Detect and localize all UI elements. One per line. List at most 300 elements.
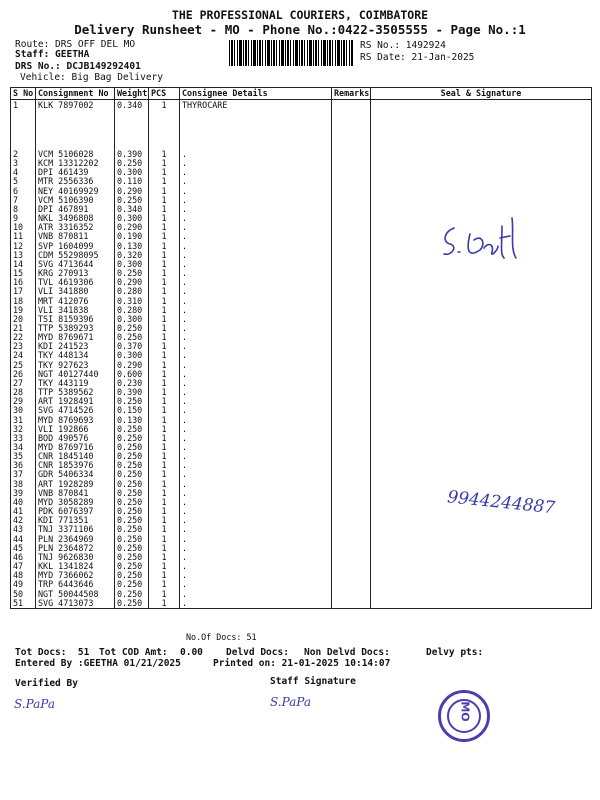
row-remarks: [332, 100, 371, 151]
row-weight: 0.250: [115, 470, 149, 479]
row-weight: 0.250: [115, 159, 149, 168]
row-sno: 27: [11, 379, 36, 388]
row-consignment: NKL 3496808: [36, 214, 115, 223]
row-pcs: 1: [149, 562, 180, 571]
table-row: [11, 333, 592, 342]
row-seal: [371, 278, 592, 287]
row-seal: [371, 544, 592, 553]
runsheet-table: [10, 87, 592, 609]
row-remarks: [332, 480, 371, 489]
row-sno: 19: [11, 306, 36, 315]
handwritten-signature-text: S. Senthil: [436, 264, 443, 265]
col-seal-signature: Seal & Signature: [371, 88, 592, 100]
row-remarks: [332, 590, 371, 599]
row-consignee: .: [180, 544, 332, 553]
table-row: [11, 590, 592, 599]
row-consignee: .: [180, 498, 332, 507]
table-row: [11, 342, 592, 351]
row-pcs: 1: [149, 507, 180, 516]
table-row: [11, 461, 592, 470]
row-remarks: [332, 214, 371, 223]
row-remarks: [332, 452, 371, 461]
row-pcs: 1: [149, 260, 180, 269]
row-pcs: 1: [149, 516, 180, 525]
row-consignee: .: [180, 150, 332, 159]
row-weight: 0.300: [115, 168, 149, 177]
row-weight: 0.290: [115, 278, 149, 287]
row-pcs: 1: [149, 159, 180, 168]
row-pcs: 1: [149, 223, 180, 232]
row-consignment: PLN 2364969: [36, 535, 115, 544]
row-sno: 14: [11, 260, 36, 269]
row-remarks: [332, 388, 371, 397]
row-consignee: .: [180, 571, 332, 580]
row-pcs: 1: [149, 177, 180, 186]
row-seal: [371, 599, 592, 609]
col-weight: Weight: [115, 88, 149, 100]
row-consignee: .: [180, 553, 332, 562]
row-weight: 0.190: [115, 232, 149, 241]
row-pcs: 1: [149, 205, 180, 214]
row-consignment: NGT 40127440: [36, 370, 115, 379]
row-consignee: .: [180, 406, 332, 415]
col-remarks: Remarks: [332, 88, 371, 100]
row-remarks: [332, 416, 371, 425]
row-sno: 20: [11, 315, 36, 324]
row-consignee: .: [180, 205, 332, 214]
row-sno: 50: [11, 590, 36, 599]
row-sno: 6: [11, 187, 36, 196]
row-seal: [371, 553, 592, 562]
rs-date: RS Date: 21-Jan-2025: [360, 52, 475, 63]
table-row: [11, 370, 592, 379]
row-sno: 29: [11, 397, 36, 406]
row-sno: 17: [11, 287, 36, 296]
row-consignment: TTP 5389293: [36, 324, 115, 333]
row-consignment: VLI 341838: [36, 306, 115, 315]
row-remarks: [332, 223, 371, 232]
row-pcs: 1: [149, 452, 180, 461]
row-consignee: .: [180, 196, 332, 205]
row-pcs: 1: [149, 333, 180, 342]
row-consignment: TVL 4619306: [36, 278, 115, 287]
row-consignment: SVG 4713644: [36, 260, 115, 269]
row-remarks: [332, 342, 371, 351]
row-pcs: 1: [149, 498, 180, 507]
row-seal: [371, 425, 592, 434]
table-row: [11, 553, 592, 562]
table-row: [11, 416, 592, 425]
row-consignee: .: [180, 159, 332, 168]
row-weight: 0.250: [115, 599, 149, 609]
row-seal: [371, 159, 592, 168]
table-row: [11, 434, 592, 443]
table-row: [11, 544, 592, 553]
row-consignee: .: [180, 480, 332, 489]
row-seal: [371, 333, 592, 342]
row-consignee: .: [180, 525, 332, 534]
row-sno: 34: [11, 443, 36, 452]
row-consignment: NEY 40169929: [36, 187, 115, 196]
row-consignment: CNR 1845140: [36, 452, 115, 461]
row-weight: 0.280: [115, 306, 149, 315]
table-row: [11, 150, 592, 159]
row-weight: 0.250: [115, 269, 149, 278]
row-pcs: 1: [149, 100, 180, 151]
row-seal: [371, 461, 592, 470]
table-row: [11, 297, 592, 306]
stamp-text: MO: [458, 701, 472, 722]
row-remarks: [332, 516, 371, 525]
row-consignment: SVG 4713073: [36, 599, 115, 609]
row-seal: [371, 434, 592, 443]
table-row: [11, 397, 592, 406]
staff-signature-text: S.PaPa: [270, 695, 311, 709]
row-consignment: MYD 8769671: [36, 333, 115, 342]
row-remarks: [332, 205, 371, 214]
row-remarks: [332, 397, 371, 406]
row-consignee: .: [180, 168, 332, 177]
row-seal: [371, 315, 592, 324]
table-row: [11, 351, 592, 360]
row-consignee: .: [180, 535, 332, 544]
col-consignee: Consignee Details: [180, 88, 332, 100]
row-seal: [371, 342, 592, 351]
row-remarks: [332, 159, 371, 168]
row-pcs: 1: [149, 187, 180, 196]
row-consignee: .: [180, 251, 332, 260]
row-consignee: .: [180, 315, 332, 324]
row-seal: [371, 269, 592, 278]
table-row: [11, 452, 592, 461]
row-sno: 37: [11, 470, 36, 479]
table-row: [11, 168, 592, 177]
row-weight: 0.250: [115, 571, 149, 580]
table-row: [11, 379, 592, 388]
row-remarks: [332, 361, 371, 370]
row-seal: [371, 297, 592, 306]
row-consignment: KKL 1341824: [36, 562, 115, 571]
row-consignment: CNR 1853976: [36, 461, 115, 470]
row-pcs: 1: [149, 461, 180, 470]
row-sno: 38: [11, 480, 36, 489]
row-consignee: .: [180, 470, 332, 479]
row-remarks: [332, 535, 371, 544]
table-row: [11, 187, 592, 196]
row-sno: 31: [11, 416, 36, 425]
row-consignee: .: [180, 351, 332, 360]
row-consignee: .: [180, 562, 332, 571]
row-remarks: [332, 297, 371, 306]
row-seal: [371, 177, 592, 186]
row-weight: 0.250: [115, 516, 149, 525]
row-weight: 0.390: [115, 388, 149, 397]
row-weight: 0.250: [115, 480, 149, 489]
row-remarks: [332, 525, 371, 534]
row-remarks: [332, 498, 371, 507]
no-of-docs: No.Of Docs: 51: [186, 632, 257, 642]
row-consignment: SVP 1604099: [36, 242, 115, 251]
delvy-pts: Delvy pts:: [426, 647, 484, 658]
row-seal: [371, 100, 592, 151]
row-sno: 26: [11, 370, 36, 379]
row-pcs: 1: [149, 361, 180, 370]
row-pcs: 1: [149, 535, 180, 544]
row-weight: 0.300: [115, 351, 149, 360]
row-consignee: .: [180, 452, 332, 461]
row-pcs: 1: [149, 470, 180, 479]
table-row: [11, 324, 592, 333]
row-sno: 2: [11, 150, 36, 159]
table-row: [11, 470, 592, 479]
barcode: [229, 40, 353, 66]
table-row: [11, 177, 592, 186]
row-consignment: KLK 7897002: [36, 100, 115, 151]
row-weight: 0.150: [115, 406, 149, 415]
row-consignment: NGT 50044508: [36, 590, 115, 599]
row-sno: 4: [11, 168, 36, 177]
row-pcs: 1: [149, 599, 180, 609]
row-weight: 0.290: [115, 223, 149, 232]
row-pcs: 1: [149, 315, 180, 324]
row-seal: [371, 470, 592, 479]
table-row: [11, 205, 592, 214]
row-pcs: 1: [149, 251, 180, 260]
row-consignment: TNJ 9626830: [36, 553, 115, 562]
row-sno: 11: [11, 232, 36, 241]
table-row: [11, 315, 592, 324]
row-consignment: VCM 5106028: [36, 150, 115, 159]
row-pcs: 1: [149, 297, 180, 306]
verified-signature: [12, 692, 82, 714]
row-consignee: .: [180, 590, 332, 599]
row-seal: [371, 196, 592, 205]
row-sno: 51: [11, 599, 36, 609]
row-remarks: [332, 370, 371, 379]
row-pcs: 1: [149, 342, 180, 351]
row-consignee: .: [180, 434, 332, 443]
row-weight: 0.250: [115, 498, 149, 507]
row-consignment: DPI 461439: [36, 168, 115, 177]
row-remarks: [332, 315, 371, 324]
row-seal: [371, 287, 592, 296]
row-pcs: 1: [149, 416, 180, 425]
row-remarks: [332, 196, 371, 205]
row-consignee: .: [180, 507, 332, 516]
row-consignee: .: [180, 177, 332, 186]
col-sno: S No: [11, 88, 36, 100]
row-remarks: [332, 150, 371, 159]
row-sno: 39: [11, 489, 36, 498]
row-weight: 0.600: [115, 370, 149, 379]
row-weight: 0.340: [115, 100, 149, 151]
non-delvd-docs: Non Delvd Docs:: [304, 647, 390, 658]
row-consignee: .: [180, 489, 332, 498]
row-remarks: [332, 562, 371, 571]
row-pcs: 1: [149, 397, 180, 406]
row-seal: [371, 187, 592, 196]
row-pcs: 1: [149, 351, 180, 360]
row-sno: 16: [11, 278, 36, 287]
row-seal: [371, 379, 592, 388]
row-consignee: .: [180, 260, 332, 269]
row-weight: 0.290: [115, 187, 149, 196]
table-row: [11, 535, 592, 544]
row-weight: 0.340: [115, 205, 149, 214]
row-pcs: 1: [149, 590, 180, 599]
row-weight: 0.290: [115, 361, 149, 370]
table-row: [11, 196, 592, 205]
row-weight: 0.250: [115, 580, 149, 589]
row-consignment: VLI 341880: [36, 287, 115, 296]
row-weight: 0.250: [115, 443, 149, 452]
row-seal: [371, 562, 592, 571]
row-weight: 0.300: [115, 214, 149, 223]
table-row: [11, 361, 592, 370]
row-seal: [371, 351, 592, 360]
row-seal: [371, 397, 592, 406]
row-sno: 22: [11, 333, 36, 342]
row-pcs: 1: [149, 525, 180, 534]
table-row: [11, 406, 592, 415]
row-weight: 0.250: [115, 553, 149, 562]
row-consignee: .: [180, 379, 332, 388]
verified-by-label: Verified By: [15, 678, 78, 689]
row-consignee: .: [180, 342, 332, 351]
row-consignment: ART 1928491: [36, 397, 115, 406]
row-consignee: .: [180, 516, 332, 525]
row-sno: 30: [11, 406, 36, 415]
row-seal: [371, 443, 592, 452]
row-consignee: .: [180, 388, 332, 397]
row-remarks: [332, 489, 371, 498]
row-consignment: GDR 5406334: [36, 470, 115, 479]
row-weight: 0.250: [115, 590, 149, 599]
table-row: [11, 571, 592, 580]
row-weight: 0.230: [115, 379, 149, 388]
row-weight: 0.250: [115, 196, 149, 205]
row-weight: 0.320: [115, 251, 149, 260]
row-consignee: .: [180, 214, 332, 223]
row-pcs: 1: [149, 425, 180, 434]
row-pcs: 1: [149, 443, 180, 452]
row-sno: 44: [11, 535, 36, 544]
row-sno: 40: [11, 498, 36, 507]
tot-docs: Tot Docs: 51: [15, 647, 90, 658]
row-weight: 0.310: [115, 297, 149, 306]
row-consignment: BOD 490576: [36, 434, 115, 443]
row-seal: [371, 525, 592, 534]
row-seal: [371, 324, 592, 333]
row-seal: [371, 370, 592, 379]
row-sno: 7: [11, 196, 36, 205]
handwritten-phone: [443, 487, 583, 521]
row-consignment: VNB 870841: [36, 489, 115, 498]
row-remarks: [332, 571, 371, 580]
row-sno: 36: [11, 461, 36, 470]
row-remarks: [332, 333, 371, 342]
row-sno: 18: [11, 297, 36, 306]
row-seal: [371, 416, 592, 425]
row-remarks: [332, 287, 371, 296]
row-pcs: 1: [149, 379, 180, 388]
row-remarks: [332, 242, 371, 251]
row-consignment: ART 1928289: [36, 480, 115, 489]
row-remarks: [332, 306, 371, 315]
row-remarks: [332, 443, 371, 452]
row-sno: 5: [11, 177, 36, 186]
row-sno: 9: [11, 214, 36, 223]
row-seal: [371, 590, 592, 599]
row-remarks: [332, 278, 371, 287]
row-pcs: 1: [149, 150, 180, 159]
row-consignee: .: [180, 223, 332, 232]
row-remarks: [332, 461, 371, 470]
row-remarks: [332, 168, 371, 177]
row-sno: 8: [11, 205, 36, 214]
row-consignment: KCM 13312202: [36, 159, 115, 168]
row-sno: 45: [11, 544, 36, 553]
row-pcs: 1: [149, 306, 180, 315]
row-consignee: .: [180, 370, 332, 379]
table-row: [11, 425, 592, 434]
verified-signature-text: S.PaPa: [14, 697, 55, 711]
row-weight: 0.250: [115, 544, 149, 553]
row-consignee: .: [180, 416, 332, 425]
row-sno: 28: [11, 388, 36, 397]
row-remarks: [332, 507, 371, 516]
row-remarks: [332, 177, 371, 186]
row-consignee: .: [180, 187, 332, 196]
row-sno: 48: [11, 571, 36, 580]
handwritten-signature: [436, 214, 546, 266]
row-sno: 42: [11, 516, 36, 525]
row-weight: 0.370: [115, 342, 149, 351]
row-pcs: 1: [149, 480, 180, 489]
row-consignee: .: [180, 599, 332, 609]
company-name: THE PROFESSIONAL COURIERS, COIMBATORE: [171, 8, 429, 22]
row-sno: 46: [11, 553, 36, 562]
row-pcs: 1: [149, 232, 180, 241]
row-weight: 0.130: [115, 242, 149, 251]
rs-number: RS No.: 1492924: [360, 40, 446, 51]
row-sno: 24: [11, 351, 36, 360]
row-consignee: .: [180, 278, 332, 287]
row-remarks: [332, 260, 371, 269]
table-row: [11, 306, 592, 315]
row-consignee: .: [180, 397, 332, 406]
row-weight: 0.110: [115, 177, 149, 186]
row-remarks: [332, 544, 371, 553]
row-seal: [371, 205, 592, 214]
row-consignee: .: [180, 443, 332, 452]
row-pcs: 1: [149, 489, 180, 498]
row-consignee: .: [180, 287, 332, 296]
row-consignee: .: [180, 269, 332, 278]
row-consignment: SVG 4714526: [36, 406, 115, 415]
col-consignment: Consignment No: [36, 88, 115, 100]
row-pcs: 1: [149, 269, 180, 278]
row-seal: [371, 406, 592, 415]
row-sno: 10: [11, 223, 36, 232]
table-row: [11, 388, 592, 397]
row-pcs: 1: [149, 324, 180, 333]
row-remarks: [332, 269, 371, 278]
row-consignment: PLN 2364872: [36, 544, 115, 553]
entered-by: Entered By :GEETHA 01/21/2025: [15, 658, 181, 669]
row-consignment: DPI 467891: [36, 205, 115, 214]
row-remarks: [332, 324, 371, 333]
